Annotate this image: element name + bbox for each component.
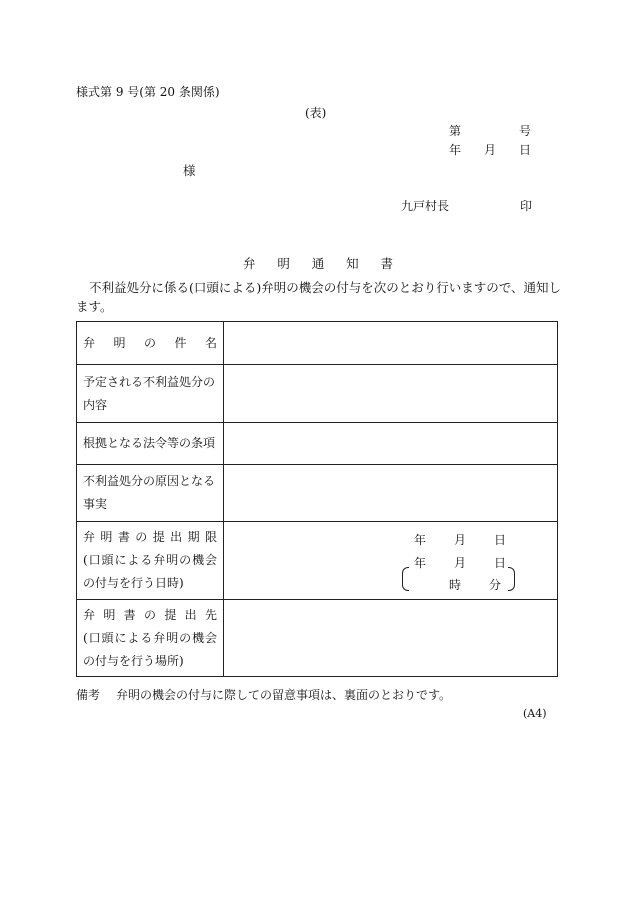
paper-size: (A4)	[523, 707, 547, 720]
value-cause-facts[interactable]	[224, 465, 558, 522]
label-submission-deadline: 弁 明 書 の 提 出 期 限 (口頭による弁明の機会 の付与を行う日時)	[77, 522, 224, 600]
document-number	[449, 122, 531, 139]
value-planned-disposition[interactable]	[224, 365, 558, 423]
title-char: 通	[311, 256, 325, 271]
label-submission-destination: 弁 明 書 の 提 出 先 (口頭による弁明の機会 の付与を行う場所)	[77, 600, 224, 677]
number-suffix: 号	[518, 124, 531, 138]
date-day: 日	[518, 143, 531, 157]
table-row	[77, 365, 558, 423]
notice-body: 不利益処分に係る(口頭による)弁明の機会の付与を次のとおり行いますので、通知します。	[76, 280, 562, 314]
table-row	[77, 322, 558, 365]
hearing-time: 時 分	[449, 577, 501, 592]
left-bracket	[402, 567, 409, 591]
deadline-date: 年 月 日	[414, 532, 506, 547]
title-char: 明	[277, 256, 290, 271]
value-submission-destination[interactable]	[224, 600, 558, 677]
right-bracket	[508, 567, 515, 591]
remark-label: 備考	[76, 688, 101, 702]
label-planned-disposition: 予定される不利益処分の 内容	[77, 365, 224, 423]
hearing-date: 年 月 日	[414, 555, 506, 570]
document-date	[449, 141, 531, 158]
seal-mark: 印	[520, 199, 533, 213]
number-prefix: 第	[449, 124, 462, 138]
side-indicator: (表)	[305, 106, 327, 120]
table-row	[77, 600, 558, 677]
addressee-honorific: 様	[183, 163, 196, 178]
title-char: 弁	[243, 256, 256, 271]
date-month: 月	[483, 143, 496, 157]
form-number: 様式第 9 号(第 20 条関係)	[76, 85, 220, 99]
issuer-name: 九戸村長	[401, 199, 450, 213]
value-submission-deadline[interactable]	[224, 522, 558, 600]
table-row	[77, 522, 558, 600]
title-char: 書	[380, 256, 393, 271]
remark	[76, 686, 451, 703]
table-row	[77, 465, 558, 522]
value-legal-basis[interactable]	[224, 423, 558, 465]
label-case-name: 弁 明 の 件 名	[77, 322, 224, 365]
label-cause-facts: 不利益処分の原因となる 事実	[77, 465, 224, 522]
value-case-name[interactable]	[224, 322, 558, 365]
date-year: 年	[449, 143, 462, 157]
document-title	[243, 254, 393, 272]
notice-table	[76, 321, 558, 677]
table-row	[77, 423, 558, 465]
title-char: 知	[346, 256, 359, 271]
remark-text: 弁明の機会の付与に際しての留意事項は、裏面のとおりです。	[116, 688, 452, 702]
label-legal-basis: 根拠となる法令等の条項	[77, 423, 224, 465]
